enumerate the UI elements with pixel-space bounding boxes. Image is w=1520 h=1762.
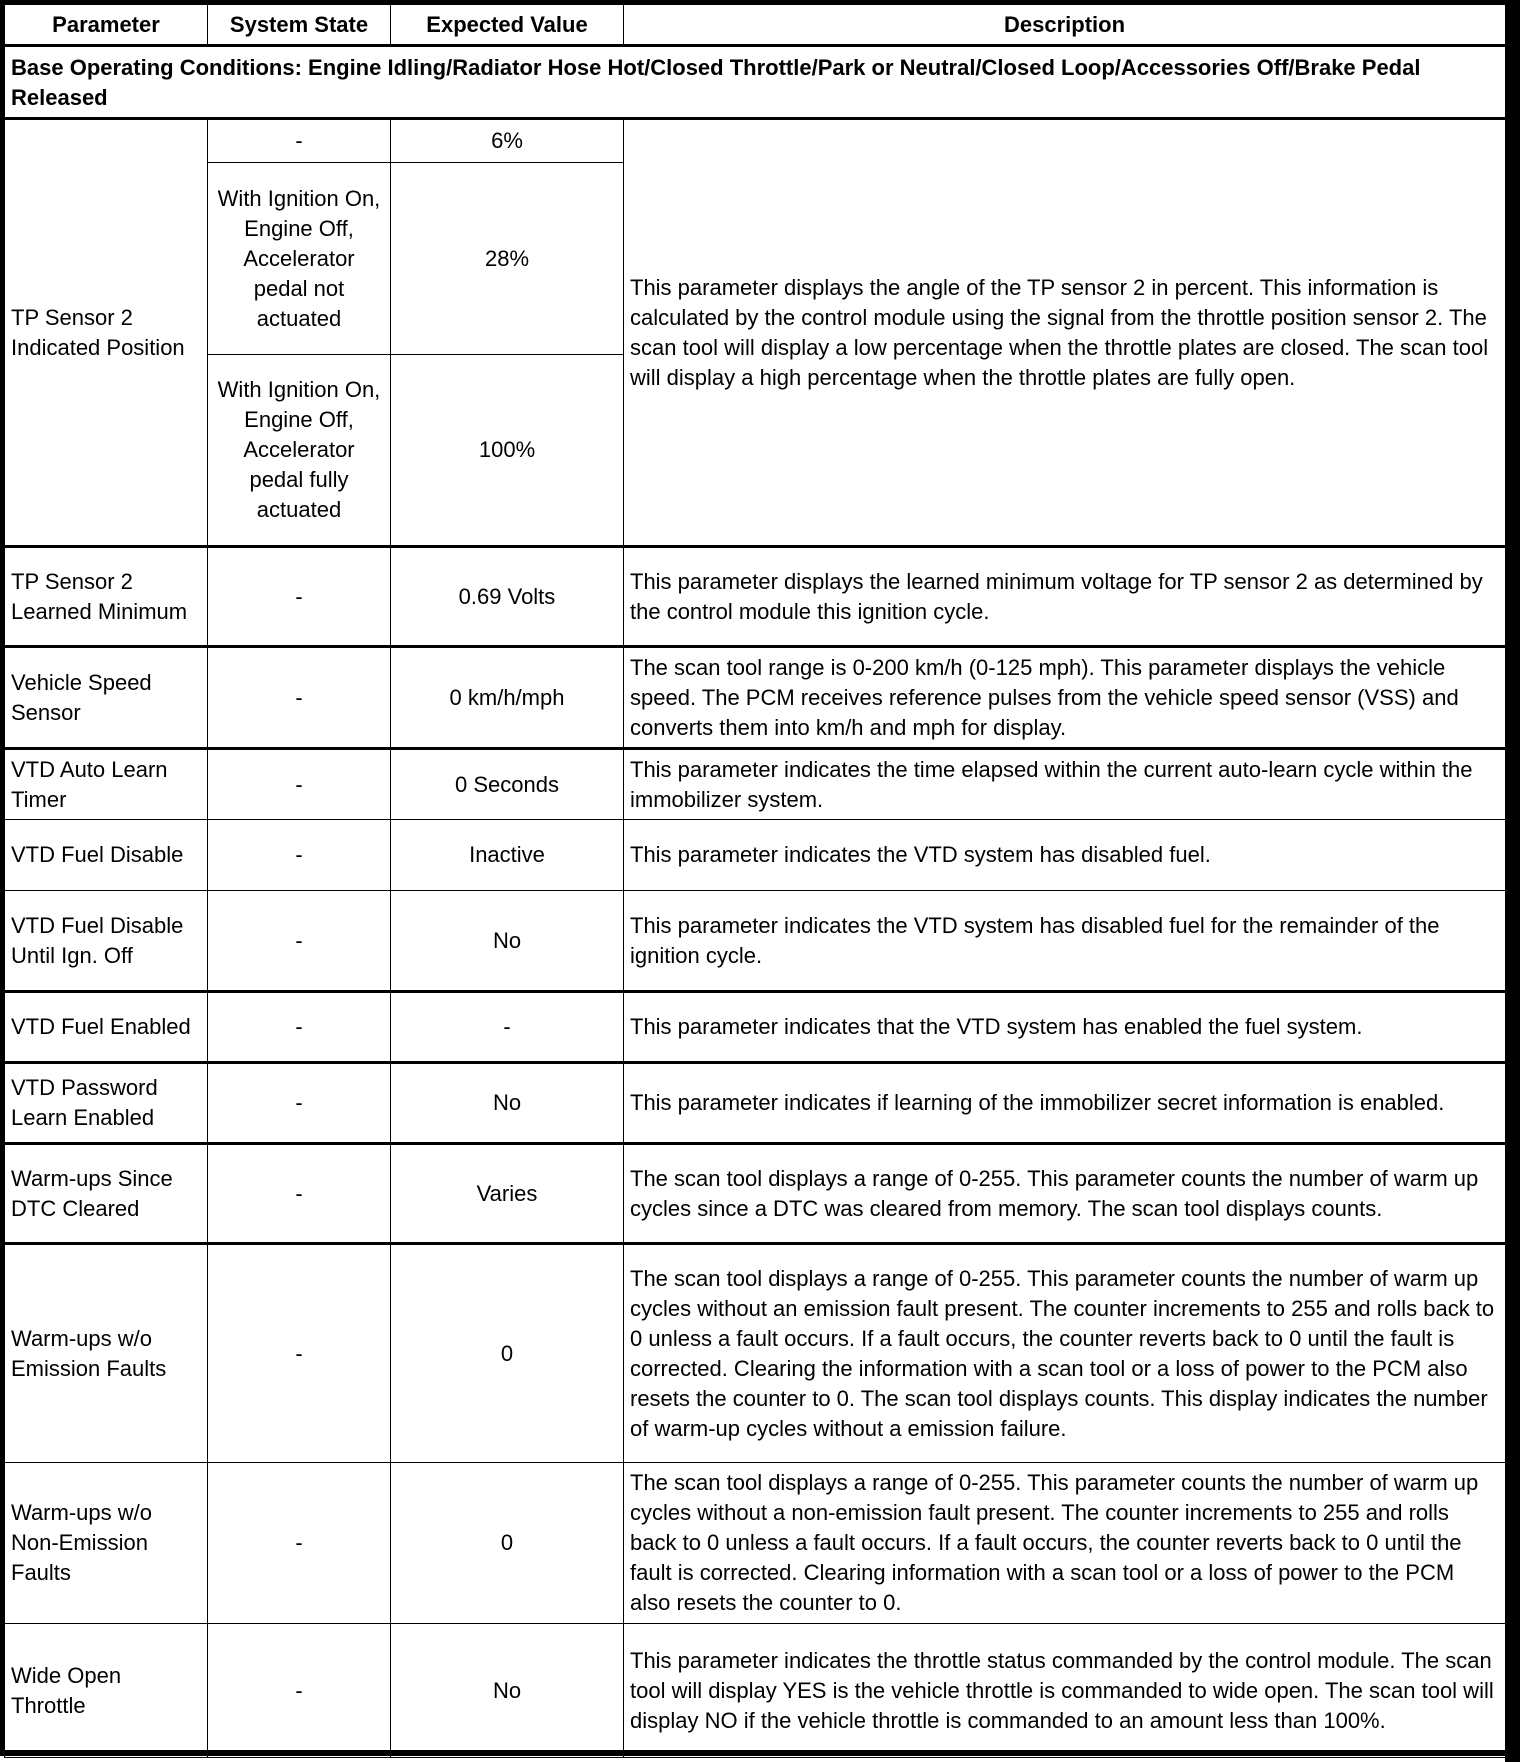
description-cell: This parameter displays the angle of the TP sensor 2 in percent. This information is calculated by the control module using the signal from the throttle position sensor 2. The scan tool will display a low percentage when the throttle plates are closed. The scan tool will display a high percentage when the throttle plates are fully open.	[624, 119, 1506, 547]
system-state-cell: -	[208, 647, 391, 749]
expected-value-cell: No	[391, 1624, 624, 1758]
table-row	[5, 1063, 1506, 1144]
system-state-cell: With Ignition On, Engine Off, Accelerator pedal fully actuated	[208, 355, 391, 547]
parameter-cell: TP Sensor 2 Indicated Position	[5, 119, 208, 547]
header-row	[5, 5, 1506, 46]
system-state-cell: -	[208, 547, 391, 647]
conditions-row	[5, 46, 1506, 119]
table-row	[5, 992, 1506, 1063]
table-row	[5, 749, 1506, 820]
base-operating-conditions: Base Operating Conditions: Engine Idling/Radiator Hose Hot/Closed Throttle/Park or Neutral/Closed Loop/Accessories Off/Brake Pedal Released	[5, 46, 1506, 119]
table-row	[5, 547, 1506, 647]
description-cell: This parameter indicates the VTD system has disabled fuel for the remainder of the ignition cycle.	[624, 891, 1506, 992]
system-state-cell: -	[208, 119, 391, 163]
expected-value-cell: 0 Seconds	[391, 749, 624, 820]
parameter-cell: VTD Fuel Enabled	[5, 992, 208, 1063]
system-state-cell: With Ignition On, Engine Off, Accelerator pedal not actuated	[208, 163, 391, 355]
expected-value-cell: 28%	[391, 163, 624, 355]
header-system-state: System State	[208, 5, 391, 46]
table-row	[5, 1144, 1506, 1244]
expected-value-cell: 100%	[391, 355, 624, 547]
expected-value-cell: 0 km/h/mph	[391, 647, 624, 749]
parameter-cell: TP Sensor 2 Learned Minimum	[5, 547, 208, 647]
system-state-cell: -	[208, 1463, 391, 1624]
expected-value-cell: -	[391, 992, 624, 1063]
expected-value-cell: 0	[391, 1244, 624, 1463]
system-state-cell: -	[208, 820, 391, 891]
system-state-cell: -	[208, 1063, 391, 1144]
description-cell: The scan tool displays a range of 0-255. This parameter counts the number of warm up cycles since a DTC was cleared from memory. The scan tool displays counts.	[624, 1144, 1506, 1244]
parameter-cell: Warm-ups w/o Emission Faults	[5, 1244, 208, 1463]
table-row	[5, 119, 1506, 163]
description-cell: The scan tool range is 0-200 km/h (0-125 mph). This parameter displays the vehicle speed. The PCM receives reference pulses from the vehicle speed sensor (VSS) and converts them into km/h and mph for display.	[624, 647, 1506, 749]
parameter-cell: Wide Open Throttle	[5, 1624, 208, 1758]
right-edge-bar	[1505, 0, 1520, 1762]
expected-value-cell: No	[391, 1063, 624, 1144]
table-row	[5, 820, 1506, 891]
system-state-cell: -	[208, 1144, 391, 1244]
system-state-cell: -	[208, 1624, 391, 1758]
expected-value-cell: Inactive	[391, 820, 624, 891]
description-cell: This parameter indicates the time elapsed within the current auto-learn cycle within the immobilizer system.	[624, 749, 1506, 820]
expected-value-cell: 0.69 Volts	[391, 547, 624, 647]
table-row	[5, 647, 1506, 749]
expected-value-cell: Varies	[391, 1144, 624, 1244]
system-state-cell: -	[208, 891, 391, 992]
header-description: Description	[624, 5, 1506, 46]
parameter-cell: Vehicle Speed Sensor	[5, 647, 208, 749]
description-cell: The scan tool displays a range of 0-255. This parameter counts the number of warm up cycles without an emission fault present. The counter increments to 255 and rolls back to 0 unless a fault occurs. If a fault occurs, the counter reverts back to 0 until the fault is corrected. Clearing the information with a scan tool or a loss of power to the PCM also resets the counter to 0. The scan tool displays counts. This display indicates the number of warm-up cycles without a emission failure.	[624, 1244, 1506, 1463]
expected-value-cell: No	[391, 891, 624, 992]
description-cell: This parameter displays the learned minimum voltage for TP sensor 2 as determined by the control module this ignition cycle.	[624, 547, 1506, 647]
parameter-cell: VTD Fuel Disable	[5, 820, 208, 891]
description-cell: This parameter indicates if learning of the immobilizer secret information is enabled.	[624, 1063, 1506, 1144]
system-state-cell: -	[208, 1244, 391, 1463]
expected-value-cell: 6%	[391, 119, 624, 163]
parameter-cell: Warm-ups Since DTC Cleared	[5, 1144, 208, 1244]
table-row	[5, 1624, 1506, 1758]
description-cell: This parameter indicates the throttle status commanded by the control module. The scan tool will display YES is the vehicle throttle is commanded to wide open. The scan tool will display NO if the vehicle throttle is commanded to an amount less than 100%.	[624, 1624, 1506, 1758]
parameter-cell: Warm-ups w/o Non-Emission Faults	[5, 1463, 208, 1624]
description-cell: This parameter indicates the VTD system has disabled fuel.	[624, 820, 1506, 891]
parameter-cell: VTD Password Learn Enabled	[5, 1063, 208, 1144]
parameter-cell: VTD Auto Learn Timer	[5, 749, 208, 820]
header-parameter: Parameter	[5, 5, 208, 46]
system-state-cell: -	[208, 749, 391, 820]
table-row	[5, 891, 1506, 992]
table-row	[5, 1463, 1506, 1624]
description-cell: The scan tool displays a range of 0-255. This parameter counts the number of warm up cycles without a non-emission fault present. The counter increments to 255 and rolls back to 0 unless a fault occurs. If a fault occurs, the counter reverts back to 0 until the fault is corrected. Clearing information with a scan tool or a loss of power to the PCM also resets the counter to 0.	[624, 1463, 1506, 1624]
parameter-cell: VTD Fuel Disable Until Ign. Off	[5, 891, 208, 992]
description-cell: This parameter indicates that the VTD system has enabled the fuel system.	[624, 992, 1506, 1063]
scan-tool-data-table	[4, 4, 1506, 1758]
table-row	[5, 1244, 1506, 1463]
header-expected-value: Expected Value	[391, 5, 624, 46]
expected-value-cell: 0	[391, 1463, 624, 1624]
system-state-cell: -	[208, 992, 391, 1063]
